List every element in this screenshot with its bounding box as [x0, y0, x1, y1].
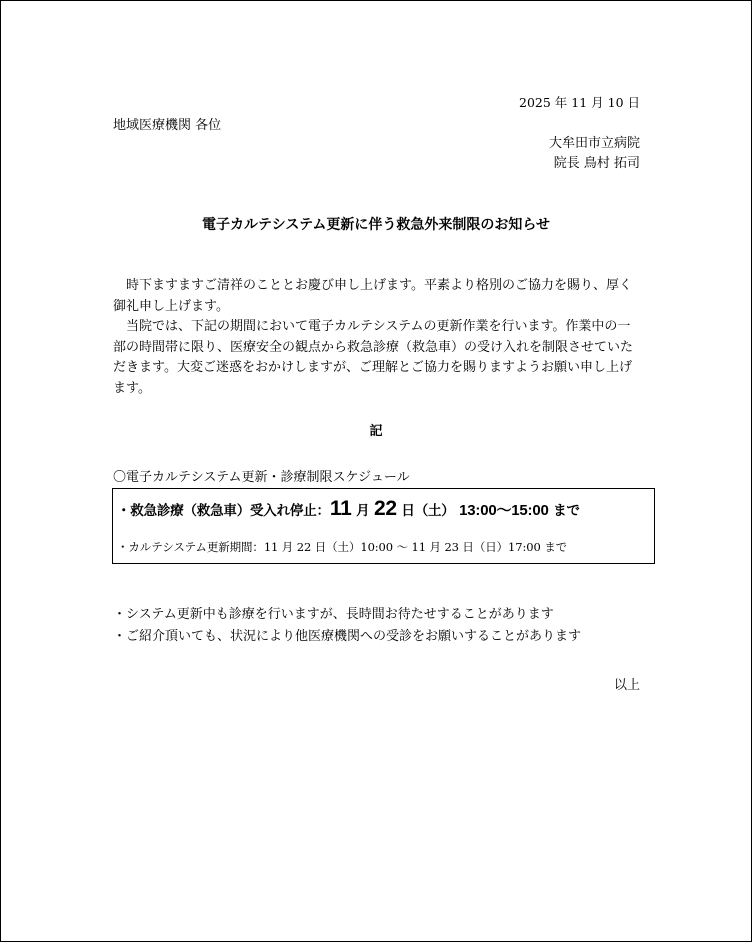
body-text	[113, 276, 641, 399]
sender-block	[549, 134, 640, 174]
emergency-stop-suffix: まで	[553, 503, 580, 519]
note-item: ・ご紹介頂いても、状況により他医療機関への受診をお願いすることがあります	[113, 629, 582, 644]
sender-organization: 大牟田市立病院	[548, 136, 640, 151]
emergency-stop-day: 22	[373, 497, 397, 520]
schedule-box	[112, 488, 655, 564]
emergency-stop-prefix: ・救急診療（救急車）受入れ停止：	[117, 503, 330, 519]
system-update-period-line: ・カルテシステム更新期間：11 月 22 日（土）10:00 〜 11 月 23 日（日）17:00 まで	[117, 540, 568, 554]
document-title: 電子カルテシステム更新に伴う救急外来制限のお知らせ	[202, 217, 550, 233]
ki-heading: 記	[369, 424, 383, 439]
body-paragraph-notice: 当院では、下記の期間において電子カルテシステムの更新作業を行います。作業中の一部の時間帯に限り、医療安全の観点から救急診療（救急車）の受け入れを制限させていただきます。大変ご迷惑をおかけしますが、ご理解とご協力を賜りますようお願い申し上げます。	[113, 319, 634, 396]
recipient: 地域医療機関 各位	[113, 118, 222, 133]
body-paragraph-greeting: 時下ますますご清祥のこととお慶び申し上げます。平素より格別のご協力を賜り、厚く御礼申し上げます。	[113, 278, 632, 314]
emergency-stop-day-unit: 日（土）	[401, 503, 455, 519]
closing-word: 以上	[613, 678, 640, 693]
emergency-stop-month: 11	[329, 497, 352, 520]
emergency-stop-time: 13:00〜15:00	[459, 502, 549, 519]
schedule-heading: 〇電子カルテシステム更新・診療制限スケジュール	[113, 470, 410, 485]
emergency-stop-month-unit: 月	[356, 503, 370, 519]
sender-director: 院長 鳥村 拓司	[553, 156, 640, 171]
issue-date: 2025 年 11 月 10 日	[519, 95, 640, 110]
notes-list	[113, 604, 581, 648]
note-item: ・システム更新中も診療を行いますが、長時間お待たせすることがあります	[113, 607, 554, 622]
emergency-stop-line	[117, 497, 580, 521]
